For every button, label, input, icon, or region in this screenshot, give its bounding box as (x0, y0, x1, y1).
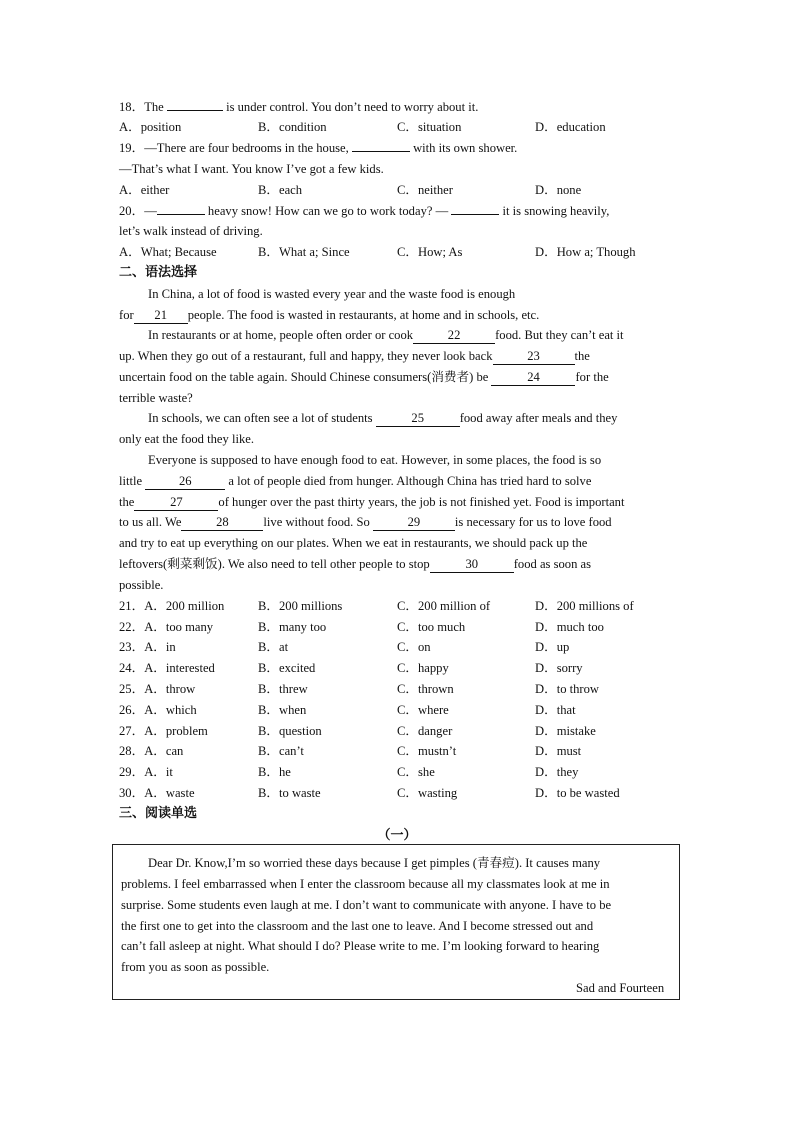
question-19-line2: —That’s what I want. You know I’ve got a few kids. (119, 162, 384, 176)
section-3-title: 三、阅读单选 (119, 806, 198, 821)
blank-29: 29 (373, 514, 455, 531)
blank-26: 26 (145, 473, 225, 490)
question-19-stem: 19．—There are four bedrooms in the house, with its own shower. (119, 141, 518, 155)
passage-line: to us all. We 28 live without food. So 29 is necessary for us to love food (119, 515, 612, 529)
letter-line: the first one to get into the classroom and the last one to leave. And I become stressed out and (121, 919, 594, 933)
option-b: B．condition (258, 120, 327, 134)
blank-23: 23 (493, 348, 575, 365)
blank-30: 30 (430, 556, 514, 573)
passage-line: In China, a lot of food is wasted every year and the waste food is enough (148, 287, 516, 301)
answer-blank (352, 151, 410, 152)
passage-line: possible. (119, 578, 164, 592)
passage-line: up. When they go out of a restaurant, full and happy, they never look back 23 the (119, 349, 590, 363)
letter-signature: Sad and Fourteen (576, 981, 665, 995)
passage-line: the 27 of hunger over the past thirty years, the job is not finished yet. Food is important (119, 495, 625, 509)
blank-24: 24 (491, 369, 575, 386)
option-a: A．position (119, 120, 182, 134)
option-c: C．situation (397, 120, 462, 134)
option-b: B．What a; Since (258, 245, 350, 259)
passage-line: uncertain food on the table again. Should Chinese consumers(消费者) be 24 for the (119, 370, 609, 384)
letter-line: from you as soon as possible. (121, 960, 270, 974)
passage-line: little 26 a lot of people died from hunger. Although China has tried hard to solve (119, 474, 592, 488)
option-d: D．How a; Though (535, 245, 636, 259)
answer-blank (167, 110, 223, 111)
question-20-stem: 20．— heavy snow! How can we go to work today? — it is snowing heavily, (119, 204, 610, 218)
passage-line: Everyone is supposed to have enough food to eat. However, in some places, the food is so (148, 453, 602, 467)
option-c: C．neither (397, 183, 453, 197)
blank-25: 25 (376, 410, 460, 427)
section-2-title: 二、语法选择 (119, 265, 198, 280)
passage-line: terrible waste? (119, 391, 193, 405)
answer-blank (157, 214, 205, 215)
blank-22: 22 (413, 327, 495, 344)
letter-line: surprise. Some students even laugh at me. I don’t want to communicate with anyone. I have to be (121, 898, 612, 912)
passage-line: for 21 people. The food is wasted in restaurants, at home and in schools, etc. (119, 308, 540, 322)
worksheet-page: 18．The is under control. You don’t need to worry about it. A．position B．condition C．situation D．education 19．—There are four bedrooms in the house, with its own shower. —That’s what I want. You know I’ve got a few kids. A．either B．each C．neither D．none 20．— heavy snow! How can we go to work today? — it is snowing heavily, let’s walk instead of driving. A．What; Because B．What a; Since C．How; As D．How a; Though 二、语法选择 In China, a lot of food is wasted every year and the waste food is enough for 21 people. The food is wasted in restaurants, at home and in schools, etc. In restaurants or at home, people often order or cook 22 food. But they can’t eat it up. When they go out of a restaurant, full and happy, they never look back 23 the uncertain food on the table again. Should Chinese consumers(消费者) be 24 for the terrible waste? In schools, we can often see a lot of students 25 food away after meals and they only eat the food they like. Everyone is supposed to have enough food to eat. However, in some places, the food is so little 26 a lot of people died from hunger. Although China has tried hard to solve the 27 of hunger over the past thirty years, the job is not finished yet. Food is important to us all. We 28 live without food. So 29 is necessary for us to love food and try to eat up everything on our plates. When we eat in restaurants, we should pack up the leftovers(剩菜剩饭). We also need to tell other people to stop 30 food as soon as possible. 21．A．200 million B．200 millions C．200 million of D．200 millions of 22．A．too many B．many too C．too much D．much too 23．A．in B．at C．on D．up 24．A．interested B．excited C．happy D．sorry 25．A．throw B．threw C．thrown D．to throw 26．A．which B．when C．where D．that 27．A．problem B．question C．danger D．mistake 28．A．can B．can’t C．mustn’t D．must 29．A．it B．he C．she D．they 30．A．waste B．to waste C．wasting D．to be wasted 三、阅读单选 （一） Dear Dr. Know,I’m so worried these days because I get pimples (青春痘). It causes many problems. I feel embarrassed when I enter the classroom because all my classmates look at me in surprise. Some students even laugh at me. I don’t want to communicate with anyone. I have to be the first one to get into the classroom and the last one to leave. And I become stressed out and can’t fall asleep at night. What should I do? Please write to me. I’m looking forward to hearing from you as soon as possible. Sad and Fourteen (0, 0, 794, 1123)
question-20-line2: let’s walk instead of driving. (119, 224, 263, 238)
option-b: B．each (258, 183, 303, 197)
letter-line: Dear Dr. Know,I’m so worried these days because I get pimples (青春痘). It causes many (148, 856, 601, 870)
option-d: D．education (535, 120, 606, 134)
option-d: D．none (535, 183, 582, 197)
option-c: C．How; As (397, 245, 463, 259)
option-a: A．What; Because (119, 245, 217, 259)
blank-28: 28 (181, 514, 263, 531)
letter-line: can’t fall asleep at night. What should I do? Please write to me. I’m looking forward to hearing (121, 939, 600, 953)
letter-line: problems. I feel embarrassed when I enter the classroom because all my classmates look at me in (121, 877, 610, 891)
option-a: A．either (119, 183, 170, 197)
passage-line: leftovers(剩菜剩饭). We also need to tell other people to stop 30 food as soon as (119, 557, 592, 571)
passage-line: In schools, we can often see a lot of students 25 food away after meals and they (148, 411, 618, 425)
passage-line: only eat the food they like. (119, 432, 254, 446)
answer-blank (451, 214, 499, 215)
letter-box (112, 844, 680, 1000)
passage-line: In restaurants or at home, people often order or cook 22 food. But they can’t eat it (148, 328, 624, 342)
blank-21: 21 (134, 307, 188, 324)
question-18-stem: 18．The is under control. You don’t need to worry about it. (119, 100, 479, 114)
blank-27: 27 (134, 494, 218, 511)
passage-line: and try to eat up everything on our plates. When we eat in restaurants, we should pack up the (119, 536, 588, 550)
passage-number: （一） (377, 828, 417, 843)
